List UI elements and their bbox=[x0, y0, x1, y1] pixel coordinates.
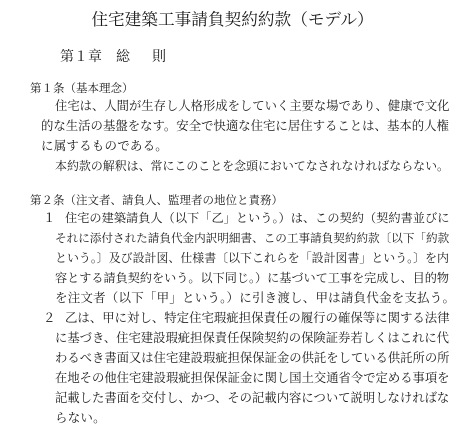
article1-heading: 第１条（基本理念） bbox=[30, 81, 134, 95]
article1-line: 住宅は、人間が生存し人格形成をしていく主要な場であり、健康で文化 bbox=[55, 99, 450, 113]
article2-para2-line: 記載した書面を交付し、かつ、その記載内容について説明しなければな bbox=[55, 391, 450, 405]
article2-para1-line: 容とする請負契約をいう。以下同じ。）に基づいて工事を完成し、目的物 bbox=[55, 271, 450, 285]
article2-para1-number: １ bbox=[43, 210, 56, 225]
article2-para1-line: という。〕及び設計図、仕様書〔以下これらを「設計図書」という。〕を内 bbox=[55, 251, 449, 265]
article2-para2-line: に基づき、住宅建設瑕疵担保責任保険契約の保険証券若しくはこれに代 bbox=[55, 331, 450, 345]
article2-para2-number: ２ bbox=[43, 310, 56, 325]
article2-para2-line: 在地その他住宅建設瑕疵担保保証金に関し国土交通省令で定める事項を bbox=[55, 371, 450, 385]
article2-para2-line: わるべき書面又は住宅建設瑕疵担保保証金の供託をしている供託所の所 bbox=[55, 351, 450, 365]
article1-line: に属するものである。 bbox=[41, 138, 169, 153]
article1-line: 的な生活の基盤をなす。安全で快適な住宅に居住することは、基本的人権 bbox=[41, 118, 449, 133]
article2-heading: 第２条（注文者、請負人、監理者の地位と責務） bbox=[30, 193, 283, 207]
chapter-heading bbox=[60, 46, 166, 66]
article2-para1-line: それに添付された請負代金内訳明細書、この工事請負契約約款〔以下「約款 bbox=[55, 231, 450, 245]
chapter-title-part2: 則 bbox=[152, 49, 166, 65]
article2-para2-line: 乙は、甲に対し、特定住宅瑕疵担保責任の履行の確保等に関する法律 bbox=[65, 310, 450, 325]
chapter-title-part1: 総 bbox=[116, 49, 130, 65]
article2-para1-line: を注文者（以下「甲」という。）に引き渡し、甲は請負代金を支払う。 bbox=[55, 290, 456, 305]
article1-line: 本約款の解釈は、常にこのことを念頭においてなされなければならない。 bbox=[55, 159, 449, 173]
article2-para1-line: 住宅の建築請負人（以下「乙」という。）は、この契約（契約書並びに bbox=[65, 211, 450, 225]
chapter-number: 第１章 bbox=[60, 49, 102, 65]
article2-para2-line: らない。 bbox=[55, 410, 106, 425]
document-title: 住宅建築工事請負契約約款（モデル） bbox=[91, 10, 374, 29]
